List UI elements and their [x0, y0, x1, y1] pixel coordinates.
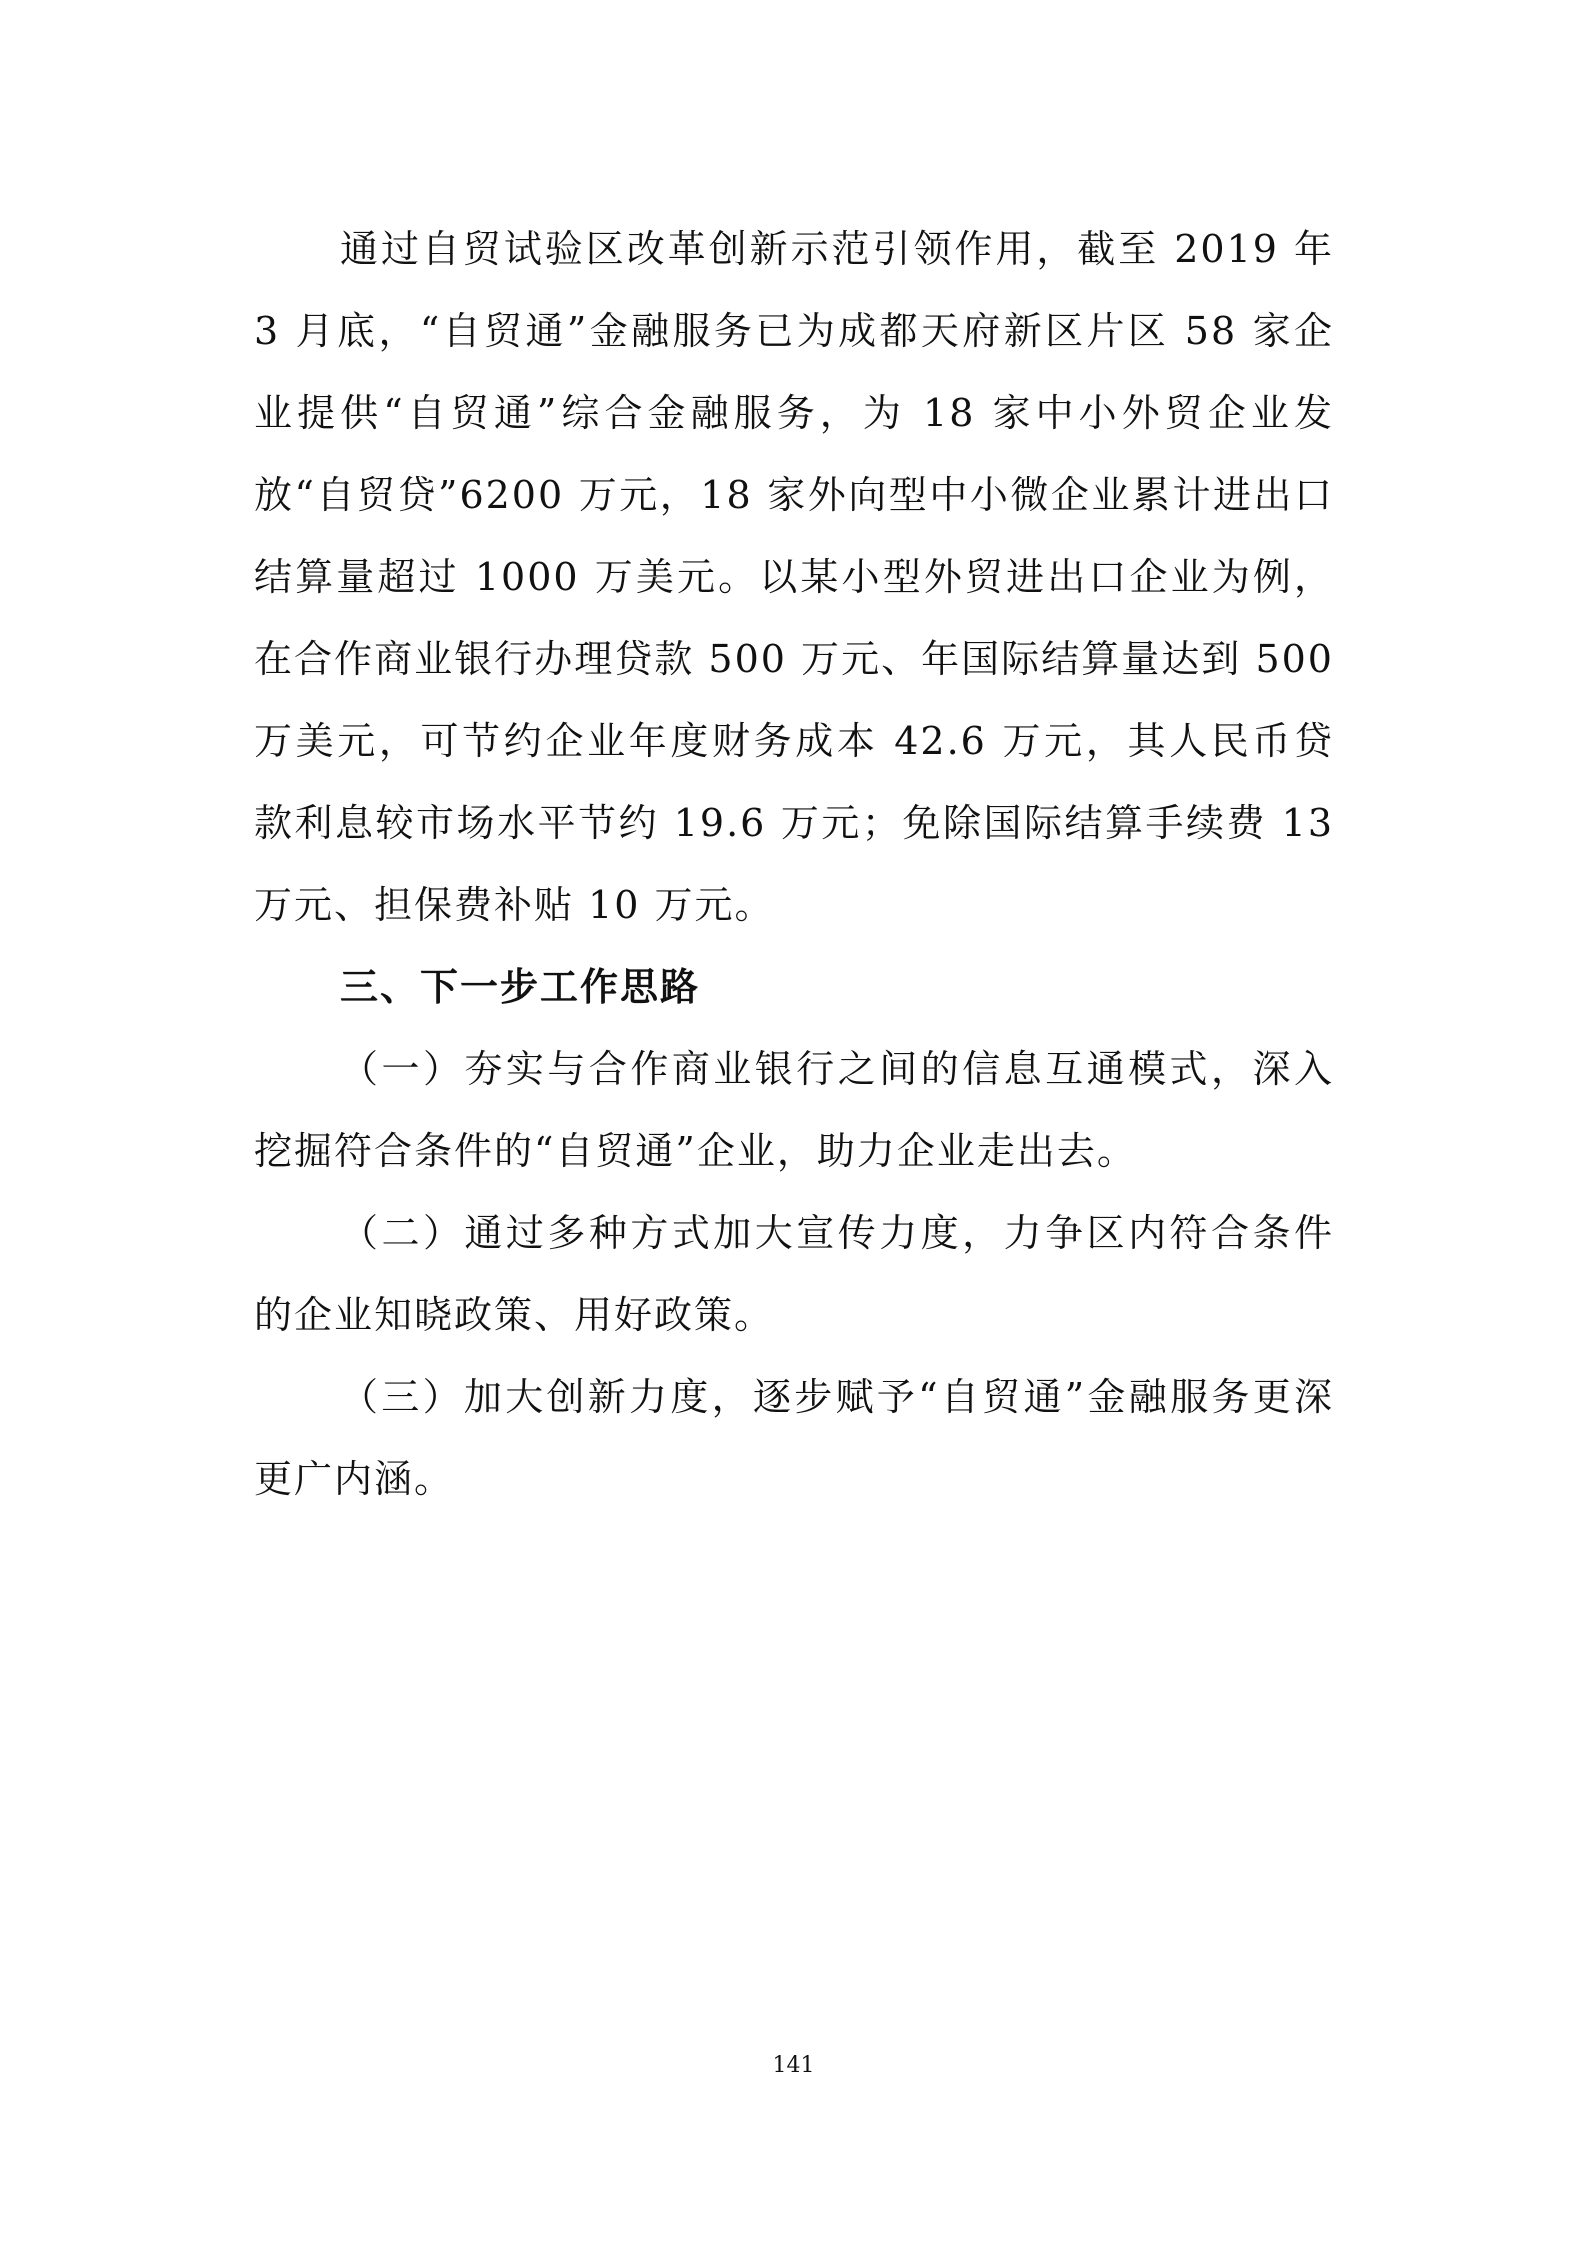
- page-number: 141: [772, 2053, 815, 2078]
- body-paragraph: 通过自贸试验区改革创新示范引领作用，截至 2019 年 3 月底，“自贸通”金融服务已为成都天府新区片区 58 家企业提供“自贸通”综合金融服务，为 18 家中小外贸企业发放“自贸贷”6200 万元，18 家外向型中小微企业累计进出口结算量超过 1000 万美元。以某小型外贸进出口企业为例，在合作商业银行办理贷款 500 万元、年国际结算量达到 500 万美元，可节约企业年度财务成本 42.6 万元，其人民币贷款利息较市场水平节约 19.6 万元；免除国际结算手续费 13 万元、担保费补贴 10 万元。: [254, 227, 1334, 927]
- section-heading: 三、下一步工作思路: [340, 965, 701, 1009]
- list-item-2: （二）通过多种方式加大宣传力度，力争区内符合条件的企业知晓政策、用好政策。: [254, 1211, 1334, 1337]
- page-content: [254, 208, 1334, 1520]
- list-item-1: （一）夯实与合作商业银行之间的信息互通模式，深入挖掘符合条件的“自贸通”企业，助力企业走出去。: [254, 1047, 1334, 1173]
- list-item-3: （三）加大创新力度，逐步赋予“自贸通”金融服务更深更广内涵。: [254, 1375, 1334, 1501]
